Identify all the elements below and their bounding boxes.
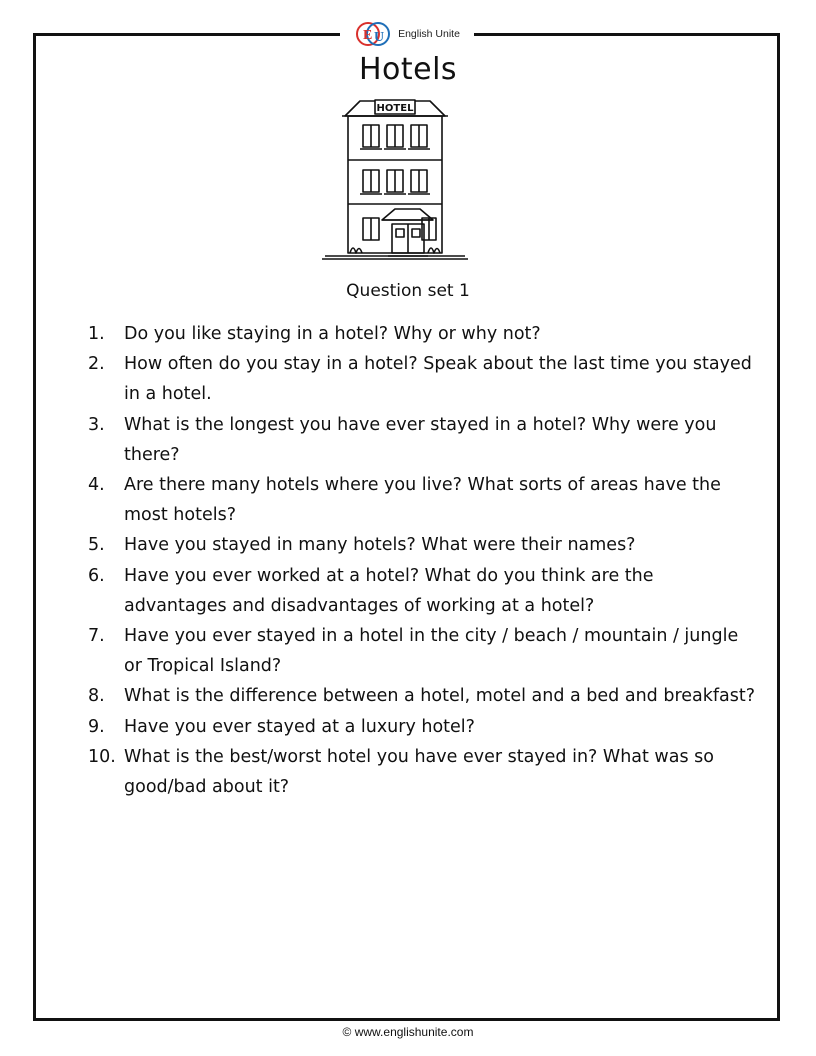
english-unite-logo-icon [354, 19, 394, 49]
question-number: 8. [88, 686, 105, 707]
question-item [88, 621, 758, 681]
question-text: What is the difference between a hotel, motel and a bed and breakfast? [124, 686, 756, 707]
question-text: How often do you stay in a hotel? Speak about the last time you stayed in a hotel. [124, 354, 752, 405]
question-item [88, 410, 758, 470]
question-item [88, 470, 758, 530]
brand-logo [340, 18, 474, 50]
question-item [88, 530, 758, 560]
question-item [88, 742, 758, 802]
question-number: 10. [88, 746, 116, 767]
svg-text:U: U [374, 30, 385, 45]
question-number: 6. [88, 565, 105, 586]
question-number: 7. [88, 626, 105, 647]
question-text: Do you like staying in a hotel? Why or why not? [124, 324, 541, 344]
hotel-sign-text: HOTEL [376, 103, 414, 114]
question-text: Are there many hotels where you live? What sorts of areas have the most hotels? [124, 475, 721, 526]
question-item [88, 561, 758, 621]
question-item [88, 712, 758, 742]
page-title: Hotels [358, 52, 458, 87]
question-number: 4. [88, 475, 105, 496]
question-number: 3. [88, 414, 105, 435]
question-text: Have you ever stayed in a hotel in the city / beach / mountain / jungle or Tropical Island? [124, 626, 739, 677]
question-item [88, 319, 758, 349]
question-text: Have you stayed in many hotels? What were their names? [124, 535, 636, 556]
hotel-building-icon [320, 96, 470, 266]
question-list [88, 319, 758, 802]
question-number: 5. [88, 535, 105, 556]
question-set-label: Question set 1 [346, 281, 470, 301]
svg-text:E: E [363, 28, 373, 43]
question-item [88, 681, 758, 711]
brand-name: English Unite [398, 28, 460, 40]
question-text: What is the best/worst hotel you have ever stayed in? What was so good/bad about it? [124, 746, 714, 798]
question-item [88, 349, 758, 409]
question-number: 2. [88, 354, 105, 375]
question-text: What is the longest you have ever stayed in a hotel? Why were you there? [124, 414, 717, 465]
question-text: Have you ever stayed at a luxury hotel? [124, 716, 475, 737]
question-number: 9. [88, 716, 105, 737]
question-text: Have you ever worked at a hotel? What do you think are the advantages and disadvantages of working at a hotel? [124, 565, 654, 616]
copyright-footer: © www.englishunite.com [342, 1025, 474, 1039]
question-number: 1. [88, 324, 105, 344]
